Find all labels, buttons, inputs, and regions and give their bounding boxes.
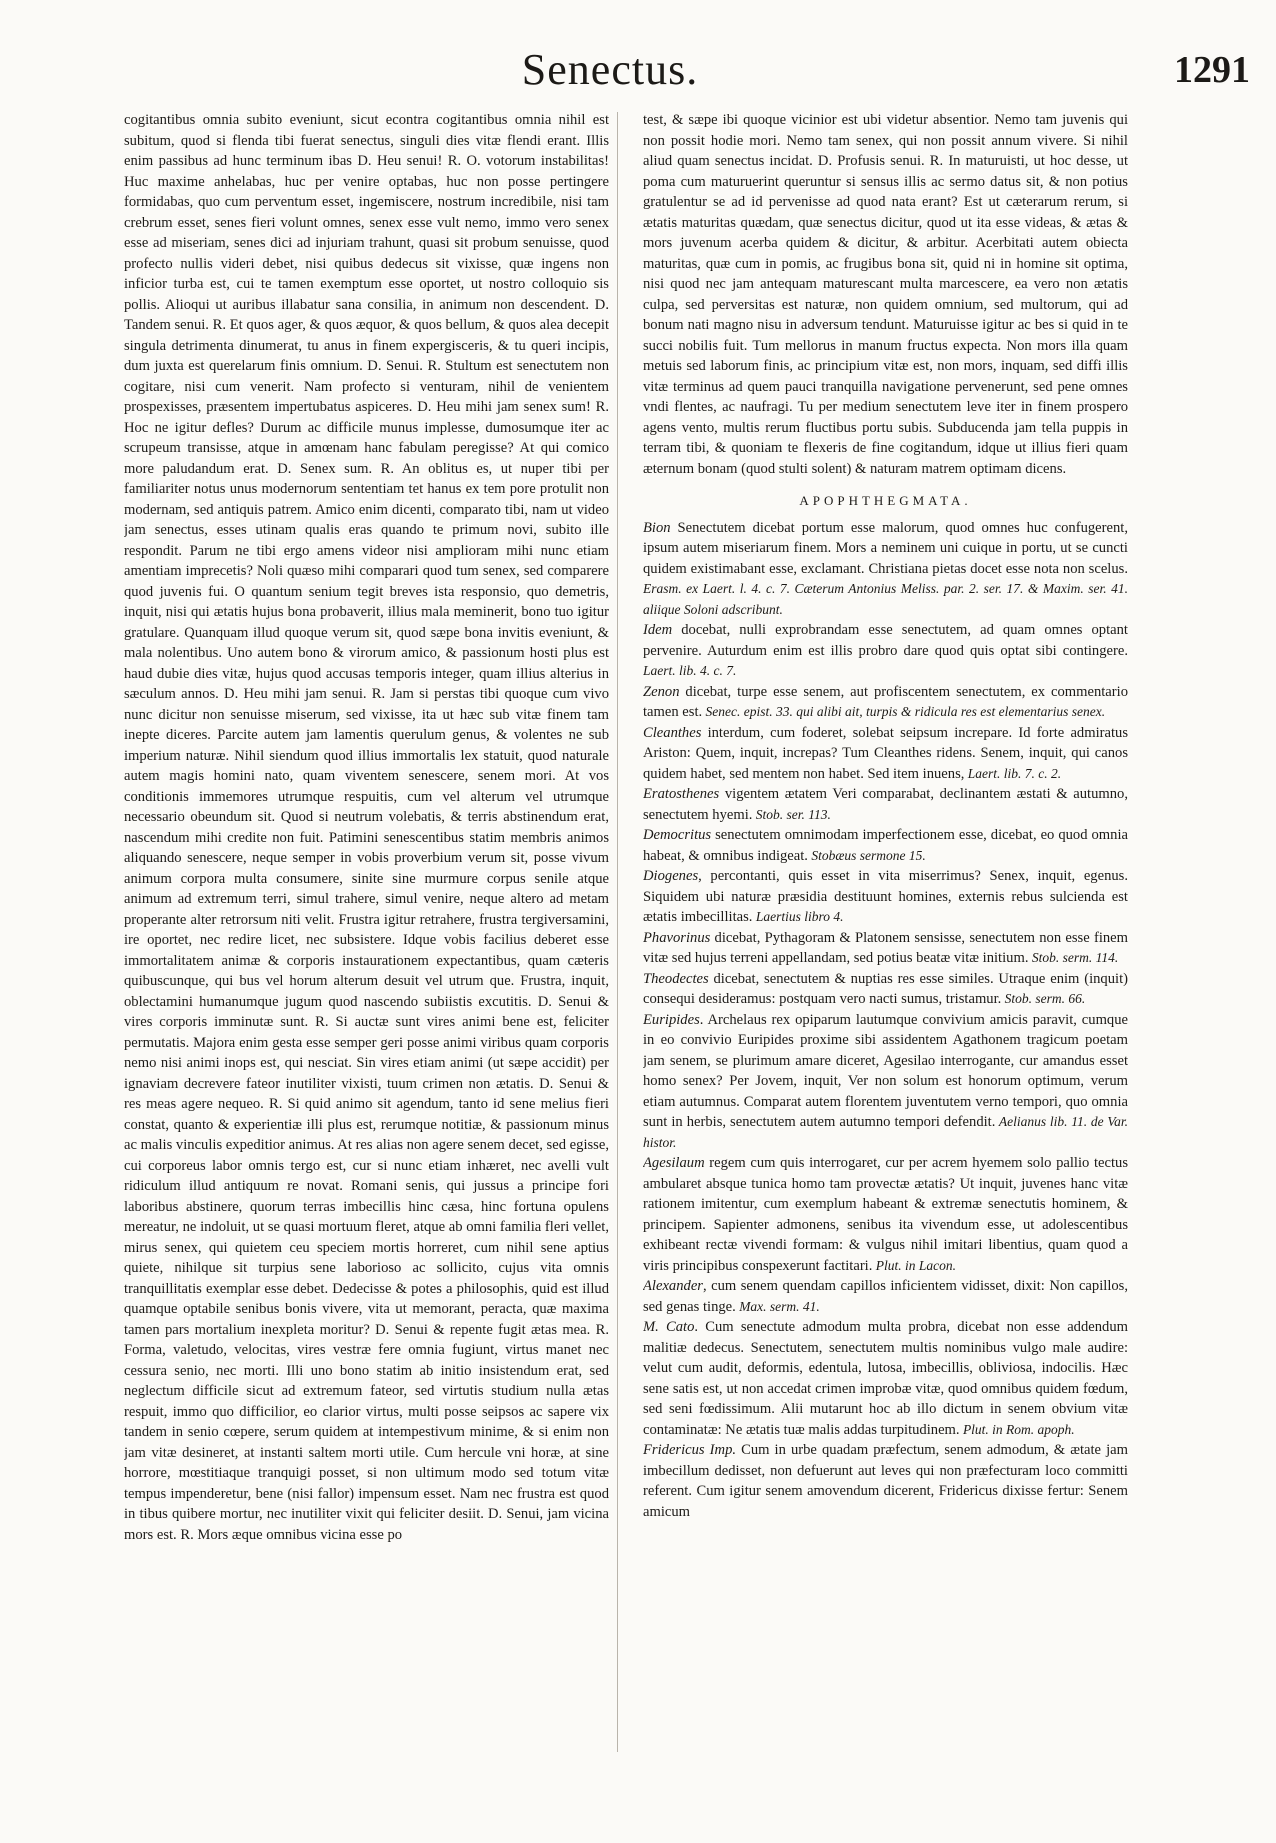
apophthegm-text: , percontanti, quis esset in vita miserrimus? Senex, inquit, egenus. Siquidem ubi naturæ præsidia destituunt homines, externis rebus sulcienda est ætatis imbecillitas. — [643, 868, 1128, 925]
apophthegm-text: vigentem ætatem Veri comparabat, declinantem æstati & autumno, senectutem hyemi. — [643, 786, 1128, 823]
apophthegm-speaker: Democritus — [643, 827, 712, 843]
apophthegm-text: . Cum senectute admodum multa probra, dicebat non esse addendum malitiæ dedecus. Senectutem, senectutem multis nominibus vulgo male audire: velut cum audit, deformis, edentula, lutosa, imbecillis, obliviosa, indocilis. Hæc sene satis est, ut non accedat crimen improbæ vitæ, quod omnibus quidem fœdum, sed seni fœdissimum. Alii mutarunt hoc ab illo dictum in senem obvium vitæ contaminatæ: Ne ætatis tuæ malis addas turpitudinem. — [643, 1319, 1128, 1438]
apophthegm-source: Stob. serm. 66. — [1001, 991, 1086, 1006]
apophthegm-source: Laertius libro 4. — [752, 909, 844, 924]
apophthegm-entry — [643, 682, 1128, 723]
apophthegm-source: Plut. in Lacon. — [872, 1257, 957, 1273]
apophthegm-text: Senectutem dicebat portum esse malorum, quod omnes huc confugerent, ipsum autem miseriarum finem. Mors a neminem uni cuique in portu, ut se cuncti quidem existimabant esse, exclamant. Christiana pietas docet esse nota non scelus. — [643, 519, 1128, 577]
apophthegm-text: regem cum quis interrogaret, cur per acrem hyemem solo pallio tectus ambularet absque tunica homo tam provectæ ætatis? Ut inquit, juvenes hanc vitæ rationem imitentur, cum exemplum habeant & extremæ senectutis hominem, & principem. Sapienter admonens, senibus ita vivendum esse, ut adolescentibus exhibeant rectæ vivendi formam: & vulgus nihil imitari libentius, quam quod a viris principibus conspexerunt factitari. — [643, 1155, 1128, 1274]
apophthegm-entry — [643, 969, 1128, 1010]
page-number: 1291 — [1174, 49, 1250, 91]
apophthegm-entry — [643, 1010, 1128, 1154]
apophthegm-speaker: Fridericus Imp. — [643, 1442, 737, 1458]
left-column — [124, 110, 609, 1810]
apophthegm-speaker: Cleanthes — [643, 724, 702, 741]
apophthegm-entry — [643, 928, 1128, 969]
apophthegm-source: Laert. lib. 7. c. 2. — [964, 765, 1062, 781]
apophthegm-speaker: Alexander — [643, 1278, 703, 1294]
section-heading: APOPHTHEGMATA. — [799, 493, 972, 508]
apophthegm-source: Max. serm. 41. — [735, 1298, 820, 1314]
apophthegm-speaker: Euripides — [643, 1011, 700, 1028]
right-column-paragraph: test, & sæpe ibi quoque vicinior est ubi videtur absentior. Nemo tam juvenis qui non possit hodie mori. Nemo tam senex, qui non possit annum vivere. Si nihil aliud quam senectus incidat. D. Profusis senui. R. In maturuisti, ut hoc desse, ut poma cum maturuerint queruntur si sensus illis ac sermo datus sit, & non potius gratulentur se ad id pervenisse ad quod nata erant? Est ut cæterarum rerum, si ætatis maturitas quædam, quæ senectus dicitur, quod ut ita esse videas, & ætas & mors juvenum acerba quidem & dicitur, & arbitur. Acerbitati autem obiecta maturitas, quæ cum in pomis, ac frugibus bona sit, quid ni in homine sit optima, nisi quod nec jam antequam maturescant multa marcescere, ea vero non ætatis culpa, sed perversitas est naturæ, non quidem omnium, sed multorum, qui ad bonum nati magno nisu in adversum tendunt. Maturuisse igitur ac bes si quid in te succi nobilis fuit. Tum mellorus in manum fructus expecta. Non mors illa quam metuis sed laborum finis, ac principium vitæ est, non mors, inquam, sed diffi illis vitæ terminus ad quem pauci tranquilla navigatione pervenerunt, sed pene omnes vndi flentes, ac naufragi. Tu per medium senectutem leve iter in finem prospero agens vento, multis rerum fluctibus portu subis. Subducenda jam tella puppis in terram tibi, & quoniam te flexeris de fine cogitandum, idque ut illius fieri quam æternum bonam (quod stulti solent) & naturam matrem optimam dicens. — [643, 112, 1128, 477]
apophthegm-speaker: Bion — [643, 519, 671, 536]
apophthegm-source: Aelianus lib. 11. de Var. histor. — [643, 1114, 1128, 1150]
apophthegm-entry — [643, 866, 1128, 928]
apophthegm-source: Laert. lib. 4. c. 7. — [643, 663, 737, 678]
apophthegm-entry — [643, 1276, 1128, 1317]
apophthegm-entry — [643, 1153, 1128, 1276]
running-title: Senectus. — [521, 45, 699, 94]
apophthegm-source: Stob. ser. 113. — [752, 806, 831, 822]
apophthegm-text: Cum in urbe quadam præfectum, senem admodum, & ætate jam imbecillum dedisset, non defuerunt aut leves qui non præfecturam loco committi referent. Cum igitur senem amovendum dicerent, Fridericus dixisse fertur: Senem amicum — [643, 1442, 1128, 1520]
apophthegm-speaker: Eratosthenes — [643, 786, 720, 802]
apophthegm-text: dicebat, Pythagoram & Platonem sensisse, senectutem non esse finem vitæ sed hujus terreni appellandam, sed potius beatæ vitæ initium. — [643, 929, 1128, 966]
apophthegm-entry — [643, 620, 1128, 682]
apophthegm-entry — [643, 825, 1128, 866]
apophthegm-entry — [643, 1440, 1128, 1522]
apophthegm-source: Erasm. ex Laert. l. 4. c. 7. Cæterum Antonius Meliss. par. 2. ser. 17. & Maxim. ser. 41. aliique Soloni adscribunt. — [643, 581, 1128, 617]
apophthegm-speaker: Diogenes — [643, 868, 699, 884]
apophthegm-source: Stob. serm. 114. — [1028, 950, 1119, 965]
apophthegm-text: dicebat, senectutem & nuptias res esse similes. Utraque enim (inquit) consequi desideramus: postquam vero nacti sumus, tristamur. — [643, 970, 1128, 1007]
apophthegm-speaker: Zenon — [643, 683, 680, 700]
apophthegm-entry — [643, 1317, 1128, 1440]
apophthegm-speaker: Idem — [643, 622, 673, 638]
left-column-text: cogitantibus omnia subito eveniunt, sicut econtra cogitantibus omnia nihil est subitum, quod si flenda tibi fuerat senectus, singuli dies vitæ flendi erant. Illis enim passibus ad hunc terminum ibas D. Heu senui! R. O. votorum instabilitas! Huc maxime anhelabas, huc per venire optabas, huc non posse pertingere formidabas, quo cum perventum esset, ingemiscere, nostrum incredibile, nisi tam crebrum esset, senes fieri volunt omnes, senex esse vult nemo, immo vero senex esse ad miseriam, senes dici ad injuriam trahunt, quasi sit probum senuisse, quod profecto nullis videri debet, nisi quibus dedecus sit vixisse, quæ ingens non inficior turba est, cui te tamen exemptum esse oportet, ut nostro colloquio sis pollis. Alioqui ut auribus illabatur sana consilia, in animum non descendent. D. Tandem senui. R. Et quos ager, & quos æquor, & quos bellum, & quos alea decepit singula detrimenta dinumerat, tu anus in finem expergisceris, & tu queri incipis, dum juxta est querelarum finis omnium. D. Senui. R. Stultum est senectutem non cogitare, nisi cum venerit. Nam profecto si venturam, nihil de venientem prospexisses, præsentem impertubatus aspiceres. D. Heu mihi jam senex sum! R. Hoc ne igitur defles? Durum ac difficile munus implesse, dumosumque iter ac scrupeum transisse, atque in amœnam hanc fabulam peregisse? At qui comico more paludandum erat. D. Senex sum. R. An oblitus es, ut nuper tibi per familiariter notus unus modernorum sententiam tet hanus ex tem pore protulit non modernam, sed antiquis patrem. Amico enim dicenti, comparato tibi, nam ut video jam senectus, esses utinam qualis eras quando te primum novi, subito ille respondit. Parum ne tibi ergo amens videor nisi amplioram mihi nunc etiam amentiam imprecetis? Noli quæso mihi comparari quod tum senex, sed comparere quod juvenis fui. O quantum senium tegit breves ista responsio, quo demetris, inquit, nisi qui ætatis hujus bona probaverit, illius mala meminerit, bono tuo igitur gratulare. Quanquam illud quoque verum sit, quod sæpe bona invitis eveniunt, & mala nolentibus. Uno autem bono & virorum amico, & passionum hosti plus est haud dubie dies vitæ, hujus quod accusas temporis integer, quam illius alterius in sæculum annos. D. Heu mihi jam senui. R. Jam si perstas tibi quoque cum vivo nunc dicitur non senuisse miserum, sed vixisse, ita ut hæc sub vitæ finem tam inepte diceres. Parcite autem jam lamentis querulum genus, & volentes ne sub imperium naturæ. Nihil siendum quod illius immortalis lex statuit, quod naturale autem magis homini nato, quam viventem senescere, senem mori. At vos conditionis immemores utrumque respuitis, cum vel alterum vel utrumque necessario obeundum sit. Quod si neutrum volebatis, & terris abstinendum erat, nascendum mihi credite non fuit. Patimini senescentibus statim membris animos aliquando senescere, neque semper in vobis proverbium verum sit, posse vivum animum corpora multa consumere, sinite sine murmure corpus senile atque animum ad extremum terri, simul trahere, simul venire, neque altero ad metam properante alter retrorsum niti velit. Frustra igitur retrahere, frustra tergiversamini, ire oportet, nec redire licet, nec subsistere. Idque vobis facilius deberet esse immortalitatem animæ & corporis instaurationem expectantibus, quam cæteris quibuscunque, qui bus vel horum alterum desuit vel utrum que. Frustra, inquit, oblectamini humanumque jugum quod nascendo subiistis excutitis. D. Senui & vires corporis imminutæ sunt. R. Si auctæ sunt vires animi bene est, feliciter permutatis. Majora enim gesta esse semper geri posse animi viribus quam corporis nemo nisi animi inops est, qui nesciat. Sin vires etiam animi (ut sæpe accidit) per ignaviam decrevere fateor inutiliter vixisti, tuum crimen non ætatis. D. Senui & res meas agere nequeo. R. Si quid animo sit agendum, tanto id sene melius fieri constat, quanto & experientiæ illi plus est, rerumque notitiæ, & passionum minus ac malis vinculis expeditior animus. At res alias non agere senem decet, sed egisse, cui corporeus labor omnis tergo est, cur si nunc etiam inhæret, nec avelli vult ridiculum illud antiquum re novat. Romani senis, qui jussus a principe fori laboribus abstinere, quorum terras imbecillis hinc cæsa, hinc fortuna opulens mereatur, ne indoluit, ut se quasi mortuum fleret, atque ab omni familia fleri vellet, mirus senex, qui quietem ceu speciem mortis horreret, cum nihil sene aptius quiete, nihilque sit turpius sene laborioso ac sollicito, cujus vita omnis tranquillitatis exemplar esse debet. Dedecisse & potes a philosophis, quid est illud quamque optabile senibus bonis vivere, vita ut memorant, peracta, quæ maxima tamen pars mortalium inexpleta moritur? D. Senui & repente fugit ætas mea. R. Forma, valetudo, velocitas, vires vestræ fere omnia fugiunt, virtus manet nec cessura senio, nec morti. Illi uno bono statim ab initio insistendum erat, sed neglectum difficile sicut ad extremum fateor, sed virtutis studium nulla ætas respuit, immo quo difficilior, eo clarior virtus, multi posse seipsos ac sapere vix tandem in senio cœpere, serum quidem at intempestivum minime, & si enim non jam vitæ desineret, at instanti saltem morti utile. Cum hercule vni horæ, at sine horrore, mœstitiaque tranquigi posset, si non ultimum modo sed totum vitæ tempus impenderetur, bene (nisi fallor) impensum esset. Nam nec frustra est quod in tibus quibere mortur, nec inutiliter vixit qui feliciter desiit. D. Senui, jam vicina mors est. R. Mors æque omnibus vicina esse po — [124, 112, 609, 1543]
apophthegm-entry — [643, 723, 1128, 785]
column-rule — [617, 112, 618, 1752]
apophthegm-speaker: Agesilaum — [643, 1155, 705, 1171]
apophthegm-text: docebat, nulli exprobrandam esse senectutem, ad quam omnes optant pervenire. Auturdum enim est illis probro dare quod quis optat sibi contingere. — [643, 622, 1128, 659]
apophthegm-source: Senec. epist. 33. qui alibi ait, turpis & ridicula res est elementarius senex. — [702, 704, 1106, 719]
apophthegm-entry — [643, 518, 1128, 621]
running-head — [0, 44, 1276, 104]
apophthegm-source: Stobæus sermone 15. — [807, 847, 926, 863]
apophthegm-text: dicebat, turpe esse senem, aut profiscentem senectutem, ex commentario tamen est. — [643, 683, 1128, 720]
right-column — [643, 110, 1128, 1810]
apophthegm-entry — [643, 784, 1128, 825]
apophthegm-text: , cum senem quendam capillos inficientem vidisset, dixit: Non capillos, sed genas tinge. — [643, 1278, 1128, 1315]
apophthegm-text: interdum, cum foderet, solebat seipsum increpare. Id forte admiratus Ariston: Quem, inquit, increpas? Tum Cleanthes ridens. Senem, inquit, qui canos quidem habet, sed mentem non habet. Sed item inuens, — [643, 724, 1128, 782]
apophthegm-list — [643, 518, 1128, 1523]
apophthegm-source: Plut. in Rom. apoph. — [959, 1421, 1075, 1437]
apophthegm-text: . Archelaus rex opiparum lautumque convivium amicis paravit, cumque in eo convivio Euripides proxime sibi assidentem Agathonem tragicum poetam jam senem, se plurimum amare diceret, Agesilao interrogante, cur amandus esset homo senex? Per Jovem, inquit, Ver non solum est honorum optimum, verum etiam autumnus. Comparat autem florentem juventutem verno tempori, quo omnia sunt in herbis, senectutem autem autumno tempori defendit. — [643, 1011, 1128, 1130]
apophthegm-speaker: Phavorinus — [643, 929, 711, 946]
apophthegm-text: senectutem omnimodam imperfectionem esse, dicebat, eo quod omnia habeat, & omnibus indigeat. — [643, 827, 1128, 864]
apophthegm-speaker: Theodectes — [643, 970, 709, 987]
apophthegm-speaker: M. Cato — [643, 1319, 695, 1335]
